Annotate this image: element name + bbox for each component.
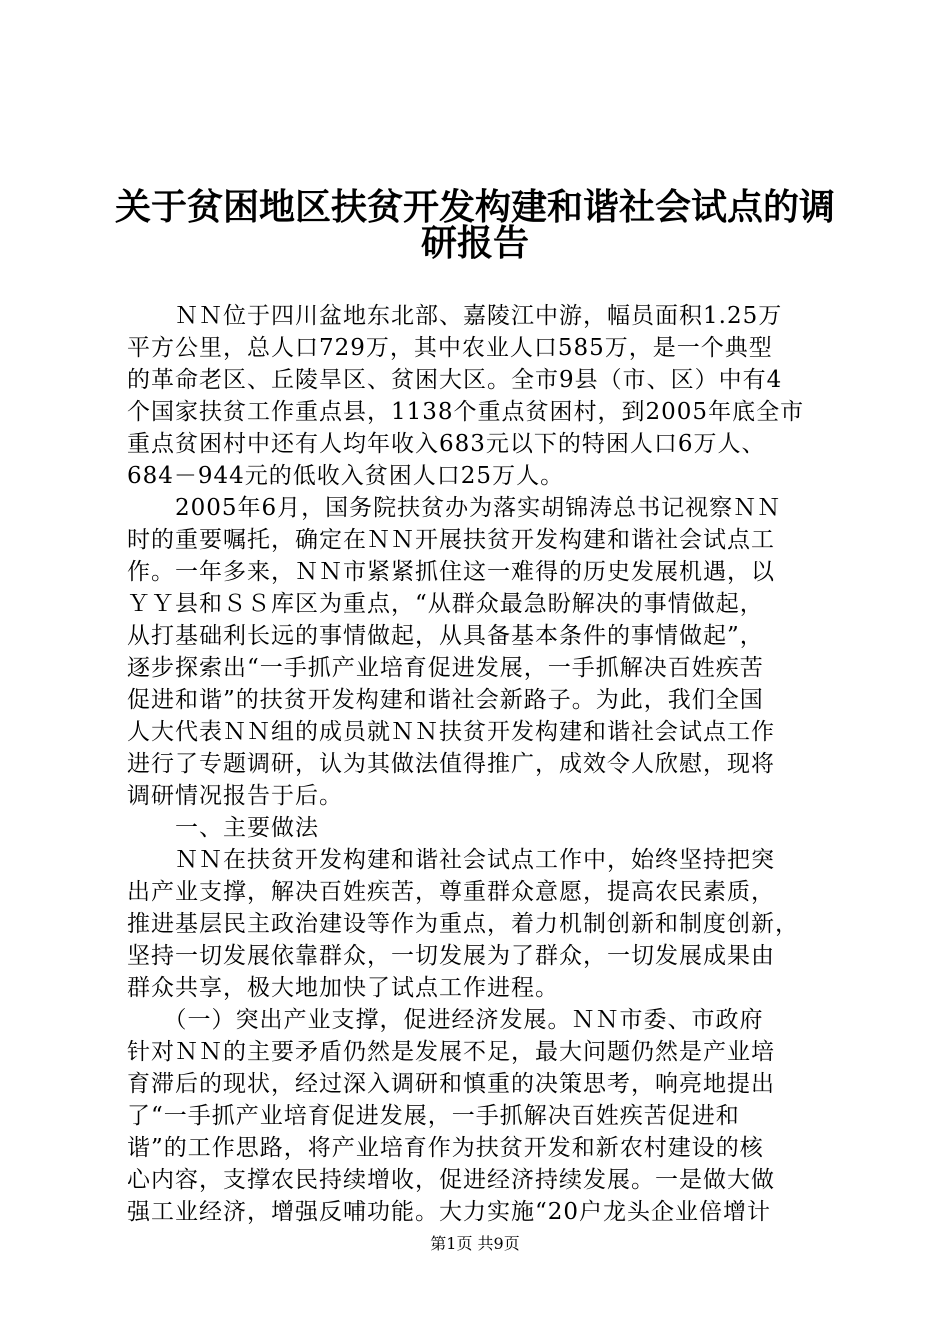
body-text-line: 调研情况报告于后。 [127,783,343,809]
body-text-line: 出产业支撑，解决百姓疾苦，尊重群众意愿，提高农民素质， [127,879,775,905]
body-text-line: 心内容，支撑农民持续增收，促进经济持续发展。一是做大做 [127,1167,775,1193]
body-text-line: ＮＮ在扶贫开发构建和谐社会试点工作中，始终坚持把突 [127,847,775,873]
body-text-line: 谐”的工作思路，将产业培育作为扶贫开发和新农村建设的核 [127,1135,764,1161]
body-text-line: 促进和谐”的扶贫开发构建和谐社会新路子。为此，我们全国 [127,687,764,713]
body-text-line: 一、主要做法 [127,815,319,841]
body-text-line: ＮＮ位于四川盆地东北部、嘉陵江中游，幅员面积1.25万 [127,303,783,329]
body-text-line: 个国家扶贫工作重点县，1138个重点贫困村，到2005年底全市 [127,399,805,425]
body-text-line: 人大代表ＮＮ组的成员就ＮＮ扶贫开发构建和谐社会试点工作 [127,719,775,745]
body-text-line: 的革命老区、丘陵旱区、贫困大区。全市9县（市、区）中有4 [127,367,783,393]
document-body [127,300,832,1228]
body-text-line: 针对ＮＮ的主要矛盾仍然是发展不足，最大问题仍然是产业培 [127,1039,775,1065]
document-title-line-2: 研报告 [420,223,529,264]
body-text-line: 坚持一切发展依靠群众，一切发展为了群众，一切发展成果由 [127,943,775,969]
page-number-footer: 第1页 共9页 [430,1234,520,1253]
body-text-line: 684－944元的低收入贫困人口25万人。 [127,463,565,489]
body-text-line: 群众共享，极大地加快了试点工作进程。 [127,975,559,1001]
body-text-line: 进行了专题调研，认为其做法值得推广，成效令人欣慰，现将 [127,751,775,777]
body-text-line: 作。一年多来，ＮＮ市紧紧抓住这一难得的历史发展机遇，以 [127,559,775,585]
body-text-line: 逐步探索出“一手抓产业培育促进发展，一手抓解决百姓疾苦 [127,655,764,681]
body-text-line: ＹＹ县和ＳＳ库区为重点，“从群众最急盼解决的事情做起， [127,591,764,617]
body-text-line: 时的重要嘱托，确定在ＮＮ开展扶贫开发构建和谐社会试点工 [127,527,775,553]
body-text-line: （一）突出产业支撑，促进经济发展。ＮＮ市委、市政府 [127,1007,764,1033]
document-title-line-1: 关于贫困地区扶贫开发构建和谐社会试点的调 [114,187,835,228]
body-text-line: 从打基础利长远的事情做起，从具备基本条件的事情做起”， [127,623,764,649]
body-text-line: 强工业经济，增强反哺功能。大力实施“20户龙头企业倍增计 [127,1199,772,1225]
body-text-line: 育滞后的现状，经过深入调研和慎重的决策思考，响亮地提出 [127,1071,775,1097]
body-text-line: 重点贫困村中还有人均年收入683元以下的特困人口6万人、 [127,431,766,457]
body-text-line: 平方公里，总人口729万，其中农业人口585万，是一个典型 [127,335,773,361]
body-text-line: 2005年6月，国务院扶贫办为落实胡锦涛总书记视察ＮＮ [127,495,782,521]
body-text-line: 推进基层民主政治建设等作为重点，着力机制创新和制度创新， [127,911,799,937]
body-text-line: 了“一手抓产业培育促进发展，一手抓解决百姓疾苦促进和 [127,1103,740,1129]
